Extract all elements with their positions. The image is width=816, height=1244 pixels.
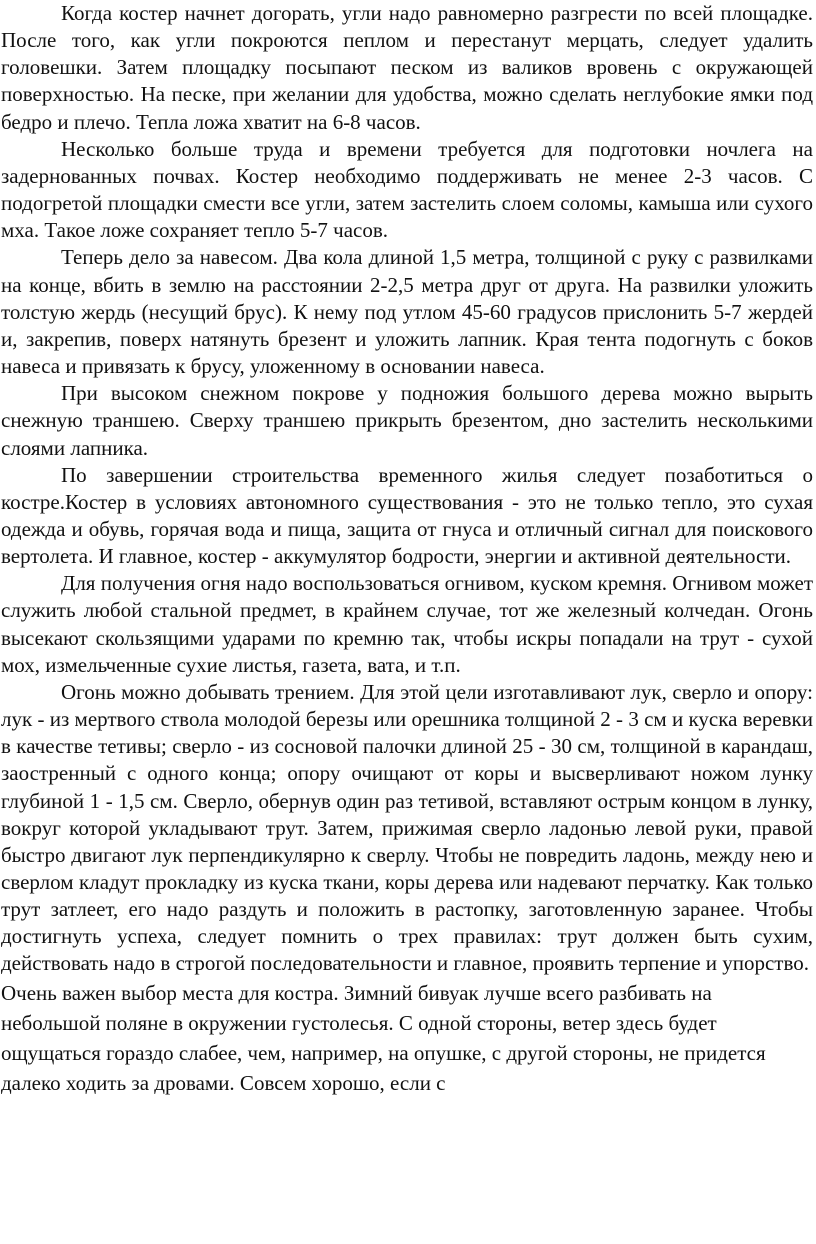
paragraph-7: Огонь можно добывать трением. Для этой цели изготавливают лук, сверло и опору: лук - из мертвого ствола молодой березы или орешника толщиной 2 - 3 см и куска веревки в качестве тетивы; сверло - из сосновой палочки длиной 25 - 30 см, толщиной в карандаш, заостренный с одного конца; опору очищают от коры и высверливают ножом лунку глубиной 1 - 1,5 см. Сверло, обернув один раз тетивой, вставляют острым концом в лунку, вокруг которой укладывают трут. Затем, прижимая сверло ладонью левой руки, правой быстро двигают лук перпендикулярно к сверлу. Чтобы не повредить ладонь, между нею и сверлом кладут прокладку из куска ткани, коры дерева или надевают перчатку. Как только трут затлеет, его надо раздуть и положить в растопку, заготовленную заранее. Чтобы достигнуть успеха, следует помнить о трех правилах: трут должен быть сухим, действовать надо в строгой последовательности и главное, проявить терпение и упорство. (1, 679, 813, 976)
paragraph-4: При высоком снежном покрове у подножия большого дерева можно вырыть снежную траншею. Сверху траншею прикрыть брезентом, дно застелить несколькими слоями лапника. (1, 381, 813, 460)
paragraph-5: По завершении строительства временного жилья следует позаботиться о костре.Костер в условиях автономного существования - это не только тепло, это сухая одежда и обувь, горячая вода и пища, защита от гнуса и отличный сигнал для поискового вертолета. И главное, костер - аккумулятор бодрости, энергии и активной деятельности. (1, 462, 813, 569)
paragraph-3: Теперь дело за навесом. Два кола длиной 1,5 метра, толщиной с руку с развилками на конце, вбить в землю на расстоянии 2-2,5 метра друг от друга. На развилки уложить толстую жердь (несущий брус). К нему под утлом 45-60 градусов прислонить 5-7 жердей и, закрепив, поверх натянуть брезент и уложить лапник. Края тента подогнуть с боков навеса и привязать к брусу, уложенному в основании навеса. (1, 245, 813, 379)
paragraph-1: Когда костер начнет догорать, угли надо равномерно разгрести по всей площадке. После того, как угли покроются пеплом и перестанут мерцать, следует удалить головешки. Затем площадку посыпают песком из валиков вровень с окружающей поверхностью. На песке, при желании для удобства, можно сделать неглубокие ямки под бедро и плечо. Тепла ложа хватит на 6-8 часов. (1, 1, 813, 134)
paragraph-2: Несколько больше труда и времени требуется для подготовки ночлега на задернованных почвах. Костер необходимо поддерживать не менее 2-3 часов. С подогретой площадки смести все угли, затем застелить слоем соломы, камыша или сухого мха. Такое ложе сохраняет тепло 5-7 часов. (1, 136, 813, 243)
paragraph-8: Очень важен выбор места для костра. Зимний бивуак лучше всего разбивать на небольшой поляне в окружении густолесья. С одной стороны, ветер здесь будет ощущаться гораздо слабее, чем, например, на опушке, с другой стороны, не придется далеко ходить за дровами. Совсем хорошо, если с (1, 980, 766, 1095)
document-page (1, 0, 813, 1098)
paragraph-6: Для получения огня надо воспользоваться огнивом, куском кремня. Огнивом может служить любой стальной предмет, в крайнем случае, тот же железный колчедан. Огонь высекают скользящими ударами по кремню так, чтобы искры попадали на трут - сухой мох, измельченные сухие листья, газета, вата, и т.п. (1, 571, 813, 677)
